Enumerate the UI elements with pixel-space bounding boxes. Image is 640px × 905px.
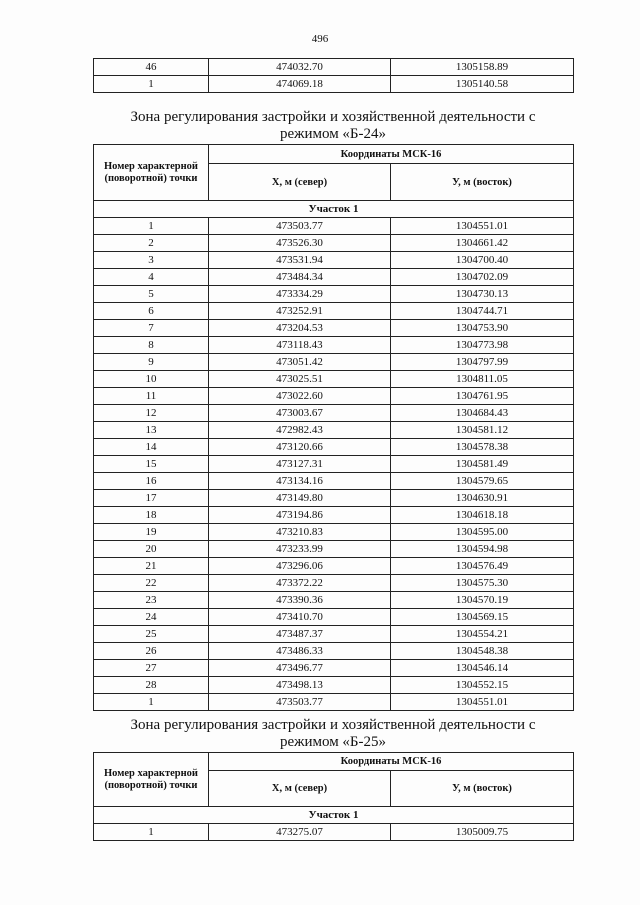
table-row bbox=[94, 252, 574, 269]
cell-x: 473390.36 bbox=[209, 592, 391, 609]
cell-point-number: 8 bbox=[94, 337, 209, 354]
table-row bbox=[94, 643, 574, 660]
cell-y: 1304579.65 bbox=[391, 473, 574, 490]
table-row bbox=[94, 235, 574, 252]
cell-x: 473233.99 bbox=[209, 541, 391, 558]
table-row bbox=[94, 371, 574, 388]
cell-y: 1304576.49 bbox=[391, 558, 574, 575]
cell-x: 473496.77 bbox=[209, 660, 391, 677]
table-row bbox=[94, 473, 574, 490]
header-y: У, м (восток) bbox=[391, 164, 574, 201]
cell-point-number: 21 bbox=[94, 558, 209, 575]
header-coordinates: Координаты МСК-16 bbox=[209, 145, 574, 164]
table-row bbox=[94, 456, 574, 473]
cell-x: 473334.29 bbox=[209, 286, 391, 303]
cell-y: 1304569.15 bbox=[391, 609, 574, 626]
cell-x: 473526.30 bbox=[209, 235, 391, 252]
cell-y: 1305009.75 bbox=[391, 824, 574, 841]
table-row bbox=[94, 824, 574, 841]
cell-x: 473210.83 bbox=[209, 524, 391, 541]
table-row bbox=[94, 269, 574, 286]
cell-point-number: 6 bbox=[94, 303, 209, 320]
table-row bbox=[94, 218, 574, 235]
table-row bbox=[94, 354, 574, 371]
cell-x: 473296.06 bbox=[209, 558, 391, 575]
cell-point-number: 22 bbox=[94, 575, 209, 592]
cell-point-number: 7 bbox=[94, 320, 209, 337]
table-row bbox=[94, 660, 574, 677]
cell-x: 473503.77 bbox=[209, 694, 391, 711]
table-row bbox=[94, 59, 574, 76]
cell-point-number: 15 bbox=[94, 456, 209, 473]
header-coordinates: Координаты МСК-16 bbox=[209, 753, 574, 771]
cell-point-number: 28 bbox=[94, 677, 209, 694]
cell-point-number: 10 bbox=[94, 371, 209, 388]
cell-point-number: 20 bbox=[94, 541, 209, 558]
cell-point-number: 12 bbox=[94, 405, 209, 422]
cell-x: 473118.43 bbox=[209, 337, 391, 354]
cell-x: 473134.16 bbox=[209, 473, 391, 490]
section-label: Участок 1 bbox=[94, 201, 574, 218]
cell-y: 1304551.01 bbox=[391, 218, 574, 235]
cell-point-number: 19 bbox=[94, 524, 209, 541]
zone-title-b24 bbox=[93, 109, 573, 143]
zone-title-line1: Зона регулирования застройки и хозяйственной деятельности с bbox=[130, 717, 536, 733]
table-row bbox=[94, 286, 574, 303]
cell-x: 473275.07 bbox=[209, 824, 391, 841]
cell-y: 1304797.99 bbox=[391, 354, 574, 371]
table-row bbox=[94, 541, 574, 558]
cell-x: 473531.94 bbox=[209, 252, 391, 269]
table-row bbox=[94, 507, 574, 524]
cell-x: 473487.37 bbox=[209, 626, 391, 643]
cell-x: 474032.70 bbox=[209, 59, 391, 76]
table-row bbox=[94, 592, 574, 609]
table-row bbox=[94, 337, 574, 354]
header-y: У, м (восток) bbox=[391, 771, 574, 807]
cell-point-number: 14 bbox=[94, 439, 209, 456]
cell-y: 1304595.00 bbox=[391, 524, 574, 541]
cell-y: 1304594.98 bbox=[391, 541, 574, 558]
cell-y: 1304700.40 bbox=[391, 252, 574, 269]
cell-y: 1304773.98 bbox=[391, 337, 574, 354]
cell-y: 1304552.15 bbox=[391, 677, 574, 694]
cell-x: 473486.33 bbox=[209, 643, 391, 660]
cell-x: 473498.13 bbox=[209, 677, 391, 694]
cell-point-number: 17 bbox=[94, 490, 209, 507]
table-row bbox=[94, 524, 574, 541]
cell-y: 1304618.18 bbox=[391, 507, 574, 524]
cell-point-number: 16 bbox=[94, 473, 209, 490]
cell-point-number: 11 bbox=[94, 388, 209, 405]
cell-y: 1304548.38 bbox=[391, 643, 574, 660]
table-row bbox=[94, 558, 574, 575]
zone-title-line2: режимом «Б-25» bbox=[279, 734, 387, 750]
cell-point-number: 9 bbox=[94, 354, 209, 371]
cell-y: 1304753.90 bbox=[391, 320, 574, 337]
cell-x: 473120.66 bbox=[209, 439, 391, 456]
cell-point-number: 2 bbox=[94, 235, 209, 252]
coordinates-table-continued bbox=[93, 58, 574, 93]
cell-y: 1304578.38 bbox=[391, 439, 574, 456]
cell-point-number: 46 bbox=[94, 59, 209, 76]
cell-y: 1304581.49 bbox=[391, 456, 574, 473]
cell-y: 1304811.05 bbox=[391, 371, 574, 388]
cell-point-number: 27 bbox=[94, 660, 209, 677]
cell-x: 473127.31 bbox=[209, 456, 391, 473]
zone-title-b25 bbox=[93, 717, 573, 751]
cell-x: 473003.67 bbox=[209, 405, 391, 422]
zone-title-line2: режимом «Б-24» bbox=[279, 126, 387, 142]
cell-point-number: 1 bbox=[94, 824, 209, 841]
coordinates-table-b25 bbox=[93, 752, 574, 841]
cell-point-number: 26 bbox=[94, 643, 209, 660]
table-row bbox=[94, 575, 574, 592]
coordinates-table-b24 bbox=[93, 144, 574, 711]
cell-y: 1304570.19 bbox=[391, 592, 574, 609]
table-row bbox=[94, 303, 574, 320]
cell-y: 1304554.21 bbox=[391, 626, 574, 643]
page-number: 496 bbox=[311, 33, 329, 45]
cell-y: 1304581.12 bbox=[391, 422, 574, 439]
zone-title-line1: Зона регулирования застройки и хозяйственной деятельности с bbox=[130, 109, 536, 125]
cell-point-number: 5 bbox=[94, 286, 209, 303]
cell-x: 473194.86 bbox=[209, 507, 391, 524]
cell-x: 473484.34 bbox=[209, 269, 391, 286]
table-row bbox=[94, 626, 574, 643]
cell-x: 473025.51 bbox=[209, 371, 391, 388]
header-x: Х, м (север) bbox=[209, 771, 391, 807]
cell-y: 1304702.09 bbox=[391, 269, 574, 286]
table-row bbox=[94, 694, 574, 711]
cell-point-number: 24 bbox=[94, 609, 209, 626]
cell-x: 474069.18 bbox=[209, 76, 391, 93]
cell-x: 473252.91 bbox=[209, 303, 391, 320]
cell-y: 1304744.71 bbox=[391, 303, 574, 320]
header-x: Х, м (север) bbox=[209, 164, 391, 201]
table-row bbox=[94, 388, 574, 405]
cell-y: 1304684.43 bbox=[391, 405, 574, 422]
cell-x: 473410.70 bbox=[209, 609, 391, 626]
cell-point-number: 23 bbox=[94, 592, 209, 609]
cell-x: 473022.60 bbox=[209, 388, 391, 405]
cell-y: 1304575.30 bbox=[391, 575, 574, 592]
table-row bbox=[94, 609, 574, 626]
section-label: Участок 1 bbox=[94, 807, 574, 824]
cell-x: 473372.22 bbox=[209, 575, 391, 592]
cell-point-number: 13 bbox=[94, 422, 209, 439]
cell-point-number: 4 bbox=[94, 269, 209, 286]
cell-point-number: 1 bbox=[94, 218, 209, 235]
cell-x: 473149.80 bbox=[209, 490, 391, 507]
cell-y: 1304546.14 bbox=[391, 660, 574, 677]
cell-y: 1304661.42 bbox=[391, 235, 574, 252]
table-row bbox=[94, 490, 574, 507]
cell-point-number: 1 bbox=[94, 76, 209, 93]
table-row bbox=[94, 76, 574, 93]
cell-x: 473204.53 bbox=[209, 320, 391, 337]
table-row bbox=[94, 677, 574, 694]
cell-point-number: 1 bbox=[94, 694, 209, 711]
table-row bbox=[94, 422, 574, 439]
cell-point-number: 3 bbox=[94, 252, 209, 269]
table-row bbox=[94, 320, 574, 337]
header-point-number: Номер характерной (поворотной) точки bbox=[94, 145, 209, 201]
cell-x: 472982.43 bbox=[209, 422, 391, 439]
table-row bbox=[94, 405, 574, 422]
cell-y: 1305140.58 bbox=[391, 76, 574, 93]
cell-point-number: 25 bbox=[94, 626, 209, 643]
cell-y: 1304730.13 bbox=[391, 286, 574, 303]
cell-x: 473051.42 bbox=[209, 354, 391, 371]
cell-y: 1304630.91 bbox=[391, 490, 574, 507]
cell-point-number: 18 bbox=[94, 507, 209, 524]
header-point-number: Номер характерной (поворотной) точки bbox=[94, 753, 209, 807]
cell-y: 1304551.01 bbox=[391, 694, 574, 711]
cell-x: 473503.77 bbox=[209, 218, 391, 235]
table-row bbox=[94, 439, 574, 456]
cell-y: 1304761.95 bbox=[391, 388, 574, 405]
cell-y: 1305158.89 bbox=[391, 59, 574, 76]
